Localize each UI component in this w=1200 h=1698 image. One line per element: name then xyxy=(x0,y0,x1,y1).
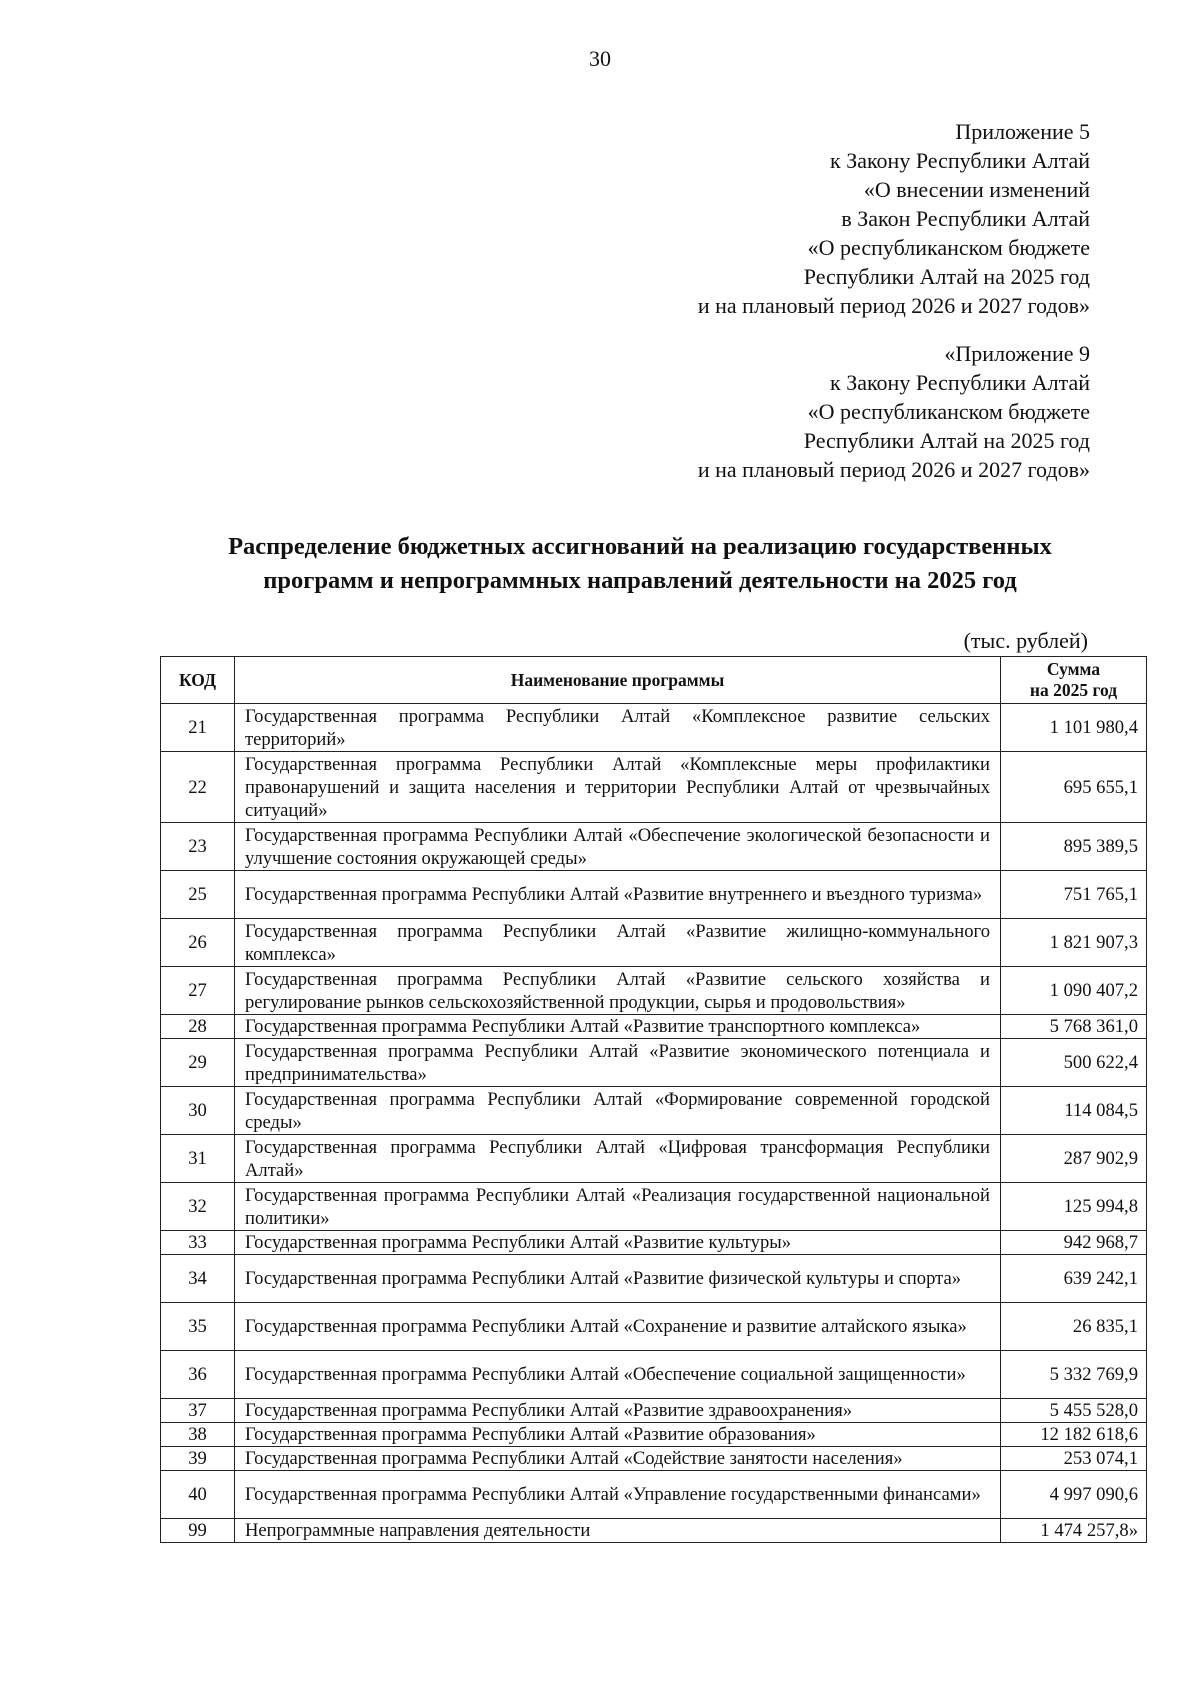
appendix-5-line: «О внесении изменений xyxy=(863,177,1090,202)
table-row xyxy=(161,1231,1147,1255)
appendix-9-line: и на плановый период 2026 и 2027 годов» xyxy=(697,457,1090,482)
table-row xyxy=(161,1351,1147,1399)
row-sum: 114 084,5 xyxy=(1001,1087,1147,1135)
row-sum: 1 090 407,2 xyxy=(1001,967,1147,1015)
appendix-5-line: Республики Алтай на 2025 год xyxy=(803,264,1090,289)
row-sum: 5 768 361,0 xyxy=(1001,1015,1147,1039)
row-program-name: Государственная программа Республики Алтай «Обеспечение социальной защищенности» xyxy=(235,1351,1001,1399)
header-code: КОД xyxy=(161,657,235,704)
row-program-name: Государственная программа Республики Алтай «Развитие сельского хозяйства и регулирование рынков сельскохозяйственной продукции, сырья и продовольствия» xyxy=(235,967,1001,1015)
document-title-line: Распределение бюджетных ассигнований на реализацию государственных xyxy=(228,533,1052,560)
row-sum: 12 182 618,6 xyxy=(1001,1423,1147,1447)
row-code: 23 xyxy=(161,823,235,871)
table-row xyxy=(161,1471,1147,1519)
table-row xyxy=(161,752,1147,823)
row-sum: 5 455 528,0 xyxy=(1001,1399,1147,1423)
row-sum: 895 389,5 xyxy=(1001,823,1147,871)
appendix-5-line: в Закон Республики Алтай xyxy=(841,206,1090,231)
row-program-name: Государственная программа Республики Алтай «Комплексное развитие сельских территорий» xyxy=(235,704,1001,752)
table-row xyxy=(161,919,1147,967)
row-code: 36 xyxy=(161,1351,235,1399)
row-code: 99 xyxy=(161,1519,235,1543)
table-row xyxy=(161,1447,1147,1471)
table-row xyxy=(161,1015,1147,1039)
row-code: 27 xyxy=(161,967,235,1015)
row-program-name: Государственная программа Республики Алтай «Сохранение и развитие алтайского языка» xyxy=(235,1303,1001,1351)
row-code: 31 xyxy=(161,1135,235,1183)
row-code: 40 xyxy=(161,1471,235,1519)
row-code: 21 xyxy=(161,704,235,752)
row-sum: 125 994,8 xyxy=(1001,1183,1147,1231)
table-row xyxy=(161,704,1147,752)
table-row xyxy=(161,1039,1147,1087)
table-body xyxy=(161,704,1147,1543)
header-name: Наименование программы xyxy=(235,657,1001,704)
appendix-5-block xyxy=(698,117,1090,320)
table-row xyxy=(161,1303,1147,1351)
row-program-name: Государственная программа Республики Алтай «Обеспечение экологической безопасности и улучшение состояния окружающей среды» xyxy=(235,823,1001,871)
row-sum: 26 835,1 xyxy=(1001,1303,1147,1351)
row-program-name: Государственная программа Республики Алтай «Развитие жилищно-коммунального комплекса» xyxy=(235,919,1001,967)
appendix-9-line: «О республиканском бюджете xyxy=(807,399,1090,424)
row-program-name: Государственная программа Республики Алтай «Развитие экономического потенциала и предпринимательства» xyxy=(235,1039,1001,1087)
budget-table xyxy=(160,656,1147,1543)
row-sum: 5 332 769,9 xyxy=(1001,1351,1147,1399)
row-code: 28 xyxy=(161,1015,235,1039)
row-code: 26 xyxy=(161,919,235,967)
row-code: 30 xyxy=(161,1087,235,1135)
row-sum: 695 655,1 xyxy=(1001,752,1147,823)
row-program-name: Государственная программа Республики Алтай «Комплексные меры профилактики правонарушений и защита населения и территории Республики Алтай от чрезвычайных ситуаций» xyxy=(235,752,1001,823)
table-row xyxy=(161,967,1147,1015)
row-program-name: Государственная программа Республики Алтай «Управление государственными финансами» xyxy=(235,1471,1001,1519)
row-program-name: Государственная программа Республики Алтай «Формирование современной городской среды» xyxy=(235,1087,1001,1135)
appendix-5-line: Приложение 5 xyxy=(955,119,1090,144)
table-row xyxy=(161,1399,1147,1423)
page-number: 30 xyxy=(589,46,611,71)
row-code: 37 xyxy=(161,1399,235,1423)
table-header-row xyxy=(161,657,1147,704)
row-code: 29 xyxy=(161,1039,235,1087)
row-program-name: Государственная программа Республики Алтай «Развитие транспортного комплекса» xyxy=(235,1015,1001,1039)
row-code: 34 xyxy=(161,1255,235,1303)
row-code: 25 xyxy=(161,871,235,919)
table-row xyxy=(161,1135,1147,1183)
row-program-name: Непрограммные направления деятельности xyxy=(235,1519,1001,1543)
row-program-name: Государственная программа Республики Алтай «Цифровая трансформация Республики Алтай» xyxy=(235,1135,1001,1183)
units-label: (тыс. рублей) xyxy=(963,628,1088,653)
row-code: 33 xyxy=(161,1231,235,1255)
row-sum: 4 997 090,6 xyxy=(1001,1471,1147,1519)
appendix-9-line: «Приложение 9 xyxy=(944,341,1090,366)
header-sum xyxy=(1001,657,1147,704)
appendix-5-line: к Закону Республики Алтай xyxy=(830,148,1090,173)
table-row xyxy=(161,823,1147,871)
row-sum: 1 474 257,8» xyxy=(1001,1519,1147,1543)
row-sum: 751 765,1 xyxy=(1001,871,1147,919)
table-row xyxy=(161,1255,1147,1303)
document-title-line: программ и непрограммных направлений деятельности на 2025 год xyxy=(263,567,1017,594)
row-program-name: Государственная программа Республики Алтай «Развитие образования» xyxy=(235,1423,1001,1447)
table-row xyxy=(161,871,1147,919)
appendix-9-block xyxy=(698,339,1090,484)
header-sum-line: на 2025 год xyxy=(1029,680,1118,700)
table-row xyxy=(161,1423,1147,1447)
row-sum: 287 902,9 xyxy=(1001,1135,1147,1183)
row-program-name: Государственная программа Республики Алтай «Развитие физической культуры и спорта» xyxy=(235,1255,1001,1303)
row-program-name: Государственная программа Республики Алтай «Реализация государственной национальной политики» xyxy=(235,1183,1001,1231)
row-program-name: Государственная программа Республики Алтай «Содействие занятости населения» xyxy=(235,1447,1001,1471)
table-row xyxy=(161,1183,1147,1231)
row-sum: 942 968,7 xyxy=(1001,1231,1147,1255)
document-title xyxy=(150,530,1130,598)
row-code: 22 xyxy=(161,752,235,823)
row-code: 32 xyxy=(161,1183,235,1231)
row-program-name: Государственная программа Республики Алтай «Развитие внутреннего и въездного туризма» xyxy=(235,871,1001,919)
table-row xyxy=(161,1087,1147,1135)
row-code: 38 xyxy=(161,1423,235,1447)
appendix-5-line: «О республиканском бюджете xyxy=(807,235,1090,260)
row-program-name: Государственная программа Республики Алтай «Развитие здравоохранения» xyxy=(235,1399,1001,1423)
header-sum-line: Сумма xyxy=(1046,659,1101,679)
row-sum: 639 242,1 xyxy=(1001,1255,1147,1303)
row-sum: 1 101 980,4 xyxy=(1001,704,1147,752)
row-code: 39 xyxy=(161,1447,235,1471)
row-sum: 500 622,4 xyxy=(1001,1039,1147,1087)
appendix-9-line: к Закону Республики Алтай xyxy=(830,370,1090,395)
row-program-name: Государственная программа Республики Алтай «Развитие культуры» xyxy=(235,1231,1001,1255)
row-sum: 1 821 907,3 xyxy=(1001,919,1147,967)
row-sum: 253 074,1 xyxy=(1001,1447,1147,1471)
appendix-9-line: Республики Алтай на 2025 год xyxy=(803,428,1090,453)
row-code: 35 xyxy=(161,1303,235,1351)
appendix-5-line: и на плановый период 2026 и 2027 годов» xyxy=(697,293,1090,318)
table-row xyxy=(161,1519,1147,1543)
